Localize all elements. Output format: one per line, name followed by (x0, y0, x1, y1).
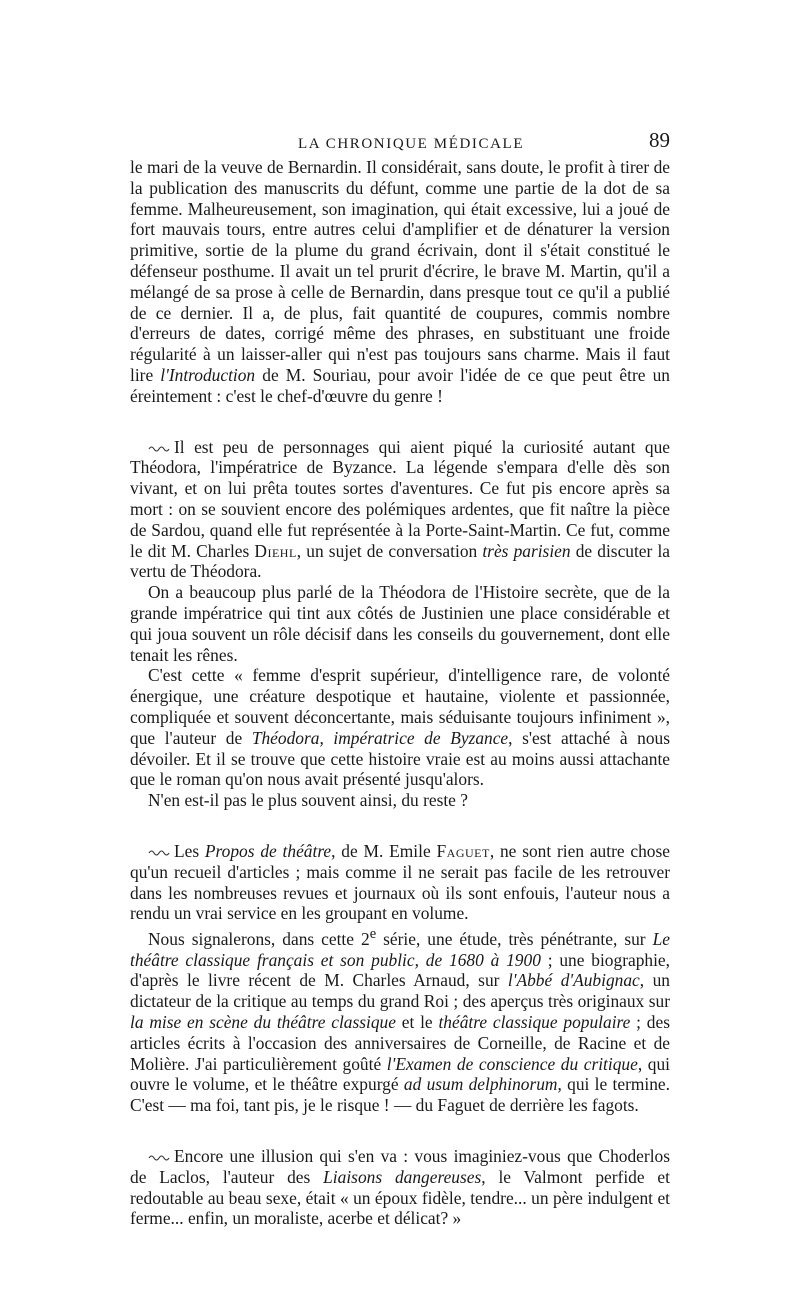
text-run: de M. Souriau, pour avoir l'idée de ce que peut être un éreintement : c'est le chef-d'œuvre du genre ! (130, 364, 670, 406)
italic-phrase: très parisien (482, 540, 571, 561)
italic-title: l'Abbé d'Aubignac (507, 970, 640, 991)
paragraph-faguet-1 (130, 841, 670, 924)
text-run: C'est cette « femme d'esprit supérieur, d'intelligence rare, de volonté énergique, une créature despotique et hautaine, violente et passionnée, compliquée et souvent déconcertante, mais séduisante toujours infiniment », que l'auteur de (130, 665, 670, 748)
italic-title: l'Introduction (160, 364, 256, 385)
paragraph-theodora-2: On a beaucoup plus parlé de la Théodora de l'Histoire secrète, que de la grande impératrice qui tint aux côtés de Justinien une place considérable et qui joua souvent un rôle décisif dans les conseils du gouvernement, dont elle tenait les rênes. (130, 582, 670, 665)
page-header (130, 128, 670, 158)
section-ornament-icon (148, 445, 170, 453)
section-ornament-icon (148, 849, 170, 857)
text-run: , un sujet de conversation (296, 540, 483, 561)
paragraph-martin (130, 157, 670, 407)
text-run: , qui le termine. C'est — ma foi, tant pis, je le risque ! — du Faguet de derrière les fagots. (130, 1074, 670, 1116)
text-run: , s'est attaché à nous dévoiler. Et il se trouve que cette histoire vraie est au moins aussi attachante que le roman qu'on nous avait présenté jusqu'alors. (130, 727, 671, 790)
text-run: et le (395, 1012, 439, 1033)
text-run: ; des articles écrits à l'occasion des anniversaires de Corneille, de Racine et de Molière. J'ai particulièrement goûté (130, 1012, 670, 1074)
text-run: Nous signalerons, dans cette 2 (148, 928, 370, 949)
page-number: 89 (649, 128, 670, 152)
text-run: Encore une illusion qui s'en va : vous imaginiez-vous que Choderlos de Laclos, l'auteur des (130, 1146, 670, 1187)
article-body (130, 157, 670, 1229)
text-run: , de M. Emile (331, 840, 437, 861)
section-faguet (130, 841, 670, 1116)
text-run: Il est peu de personnages qui aient piqué la curiosité autant que Théodora, l'impératrice de Byzance. La légende s'empara d'elle dès son vivant, et on lui prêta toutes sortes d'aventures. Ce fut pis encore après sa mort : on se souvient encore des polémiques ardentes, que fit naître la pièce de Sardou, quand elle fut représentée à la Porte-Saint-Martin. Ce fut, comme le dit M. Charles (130, 436, 670, 561)
section-laclos (130, 1146, 670, 1229)
italic-title: Théodora, impératrice de Byzance (251, 727, 509, 748)
italic-title: l'Examen de conscience du critique (386, 1053, 638, 1074)
running-title: LA CHRONIQUE MÉDICALE (298, 136, 525, 152)
text-run: , le Valmont perfide et redoutable au beau sexe, était « un époux fidèle, tendre... un père indulgent et ferme... enfin, un moraliste, acerbe et délicat? » (130, 1166, 670, 1229)
italic-title: théâtre classique populaire (438, 1012, 631, 1033)
paragraph-theodora-3 (130, 665, 670, 790)
author-name: Diehl (254, 540, 297, 561)
text-run: ; une biographie, d'après le livre récent de M. Charles Arnaud, sur (130, 949, 670, 991)
paragraph-laclos-1 (130, 1146, 670, 1229)
italic-title: Liaisons dangereuses (323, 1166, 482, 1187)
section-ornament-icon (148, 1154, 170, 1162)
ordinal-superscript: e (369, 926, 377, 943)
paragraph-theodora-4: N'en est-il pas le plus souvent ainsi, du reste ? (148, 790, 468, 811)
text-run: , qui ouvre le volume, et le théâtre expurgé (130, 1053, 670, 1095)
italic-title: Propos de théâtre (204, 840, 332, 861)
italic-title: Le théâtre classique français et son public, de 1680 à 1900 (130, 928, 670, 970)
section-theodora (130, 437, 670, 811)
text-run: , un dictateur de la critique au temps du grand Roi ; des aperçus très originaux sur (130, 970, 670, 1012)
author-name: Faguet (436, 840, 490, 861)
italic-title: la mise en scène du théâtre classique (130, 1012, 396, 1033)
italic-phrase: ad usum delphinorum (403, 1074, 558, 1095)
text-run: série, une étude, très pénétrante, sur (376, 928, 653, 949)
text-run: , ne sont rien autre chose qu'un recueil d'articles ; mais comme il ne serait pas facile de les retrouver dans les nombreuses revues et journaux où ils sont enfouis, l'auteur nous a rendu un vrai service en les groupant en volume. (130, 840, 670, 924)
text-run: Les (174, 840, 205, 861)
text-run: de discuter la vertu de Théodora. (130, 540, 671, 582)
paragraph-theodora-1 (130, 437, 670, 583)
paragraph-faguet-2 (130, 924, 670, 1116)
text-run: le mari de la veuve de Bernardin. Il considérait, sans doute, le profit à tirer de la publication des manuscrits du défunt, comme une partie de la dot de sa femme. Malheureusement, son imagination, qui était excessive, lui a joué de fort mauvais tours, entre autres celui d'amplifier et de dénaturer la version primitive, sortie de la plume du grand écrivain, dont il s'était constitué le défenseur posthume. Il avait un tel prurit d'écrire, le brave M. Martin, qu'il a mélangé de sa prose à celle de Bernardin, dans presque tout ce qu'il a publié de ce dernier. Il a, de plus, fait quantité de coupures, commis nombre d'erreurs de dates, corrigé même des phrases, en substituant une froide régularité à un laisser-aller qui n'est pas toujours sans charme. Mais il faut lire (130, 157, 670, 385)
